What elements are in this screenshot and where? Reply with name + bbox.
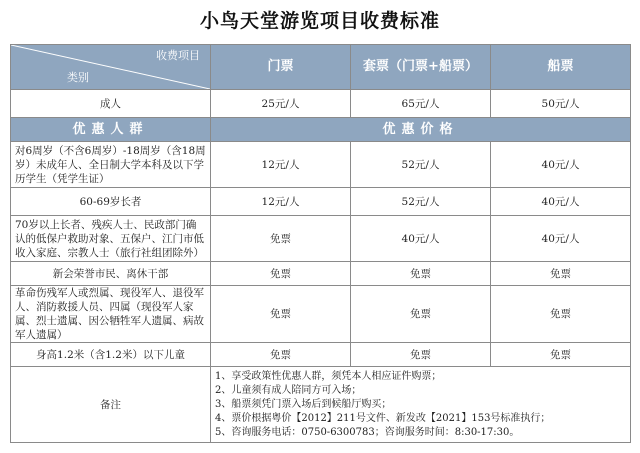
notes-label: 备注: [11, 367, 211, 443]
note-item: 5、咨询服务电话：0750-6300783；咨询服务时间：8:30-17:30。: [215, 426, 520, 438]
row-label: 身高1.2米（含1.2米）以下儿童: [11, 343, 211, 367]
price-cell: 52元/人: [351, 142, 491, 188]
notes-list: [211, 367, 631, 443]
price-cell: 52元/人: [351, 188, 491, 216]
section-header-row: [11, 118, 631, 142]
price-cell: 免票: [351, 286, 491, 343]
row-label: 70岁以上长者、残疾人士、民政部门确认的低保户救助对象、五保户、江门市低收入家庭、宗教人士（旅行社组团除外）: [11, 216, 211, 262]
note-item: 2、儿童须有成人陪同方可入场；: [215, 384, 362, 396]
table-row: [11, 90, 631, 118]
col-header-ticket: 门票: [211, 45, 351, 90]
price-cell: 免票: [491, 262, 631, 286]
price-cell: 免票: [351, 343, 491, 367]
price-cell: 40元/人: [491, 142, 631, 188]
price-cell: 25元/人: [211, 90, 351, 118]
corner-cell: [11, 45, 211, 90]
table-row: [11, 286, 631, 343]
price-cell: 免票: [491, 343, 631, 367]
price-cell: 12元/人: [211, 188, 351, 216]
price-cell: 40元/人: [351, 216, 491, 262]
note-item: 4、票价根据粤价【2012】211号文件、新发改【2021】153号标准执行；: [215, 412, 551, 424]
price-cell: 免票: [211, 343, 351, 367]
notes-row: [11, 367, 631, 443]
price-cell: 40元/人: [491, 188, 631, 216]
price-cell: 12元/人: [211, 142, 351, 188]
row-label: 60-69岁长者: [11, 188, 211, 216]
col-header-package: 套票（门票+船票）: [351, 45, 491, 90]
row-label: 成人: [11, 90, 211, 118]
row-label: 革命伤残军人或烈属、现役军人、退役军人、消防救援人员、四属（现役军人家属、烈士遗属、因公牺牲军人遗属、病故军人遗属）: [11, 286, 211, 343]
col-header-boat: 船票: [491, 45, 631, 90]
price-cell: 免票: [351, 262, 491, 286]
row-label: 对6周岁（不含6周岁）-18周岁（含18周岁）未成年人、全日制大学本科及以下学历学生（凭学生证）: [11, 142, 211, 188]
price-cell: 免票: [211, 262, 351, 286]
table-row: [11, 216, 631, 262]
page-title: 小鸟天堂游览项目收费标准: [199, 10, 440, 32]
price-cell: 50元/人: [491, 90, 631, 118]
table-row: [11, 262, 631, 286]
price-cell: 免票: [491, 286, 631, 343]
fee-table: [10, 44, 631, 443]
price-cell: 40元/人: [491, 216, 631, 262]
table-row: [11, 142, 631, 188]
row-label: 新会荣誉市民、离休干部: [11, 262, 211, 286]
note-item: 1、享受政策性优惠人群，须凭本人相应证件购票；: [215, 370, 442, 382]
table-header-row: [11, 45, 631, 90]
note-item: 3、船票须凭门票入场后到候船厅购买；: [215, 398, 392, 410]
corner-bottom-label: 类别: [67, 71, 89, 84]
corner-top-label: 收费项目: [156, 49, 200, 62]
table-row: [11, 343, 631, 367]
table-row: [11, 188, 631, 216]
price-cell: 65元/人: [351, 90, 491, 118]
price-cell: 免票: [211, 216, 351, 262]
section-right: 优惠价格: [211, 118, 631, 142]
section-left: 优惠人群: [11, 118, 211, 142]
price-cell: 免票: [211, 286, 351, 343]
